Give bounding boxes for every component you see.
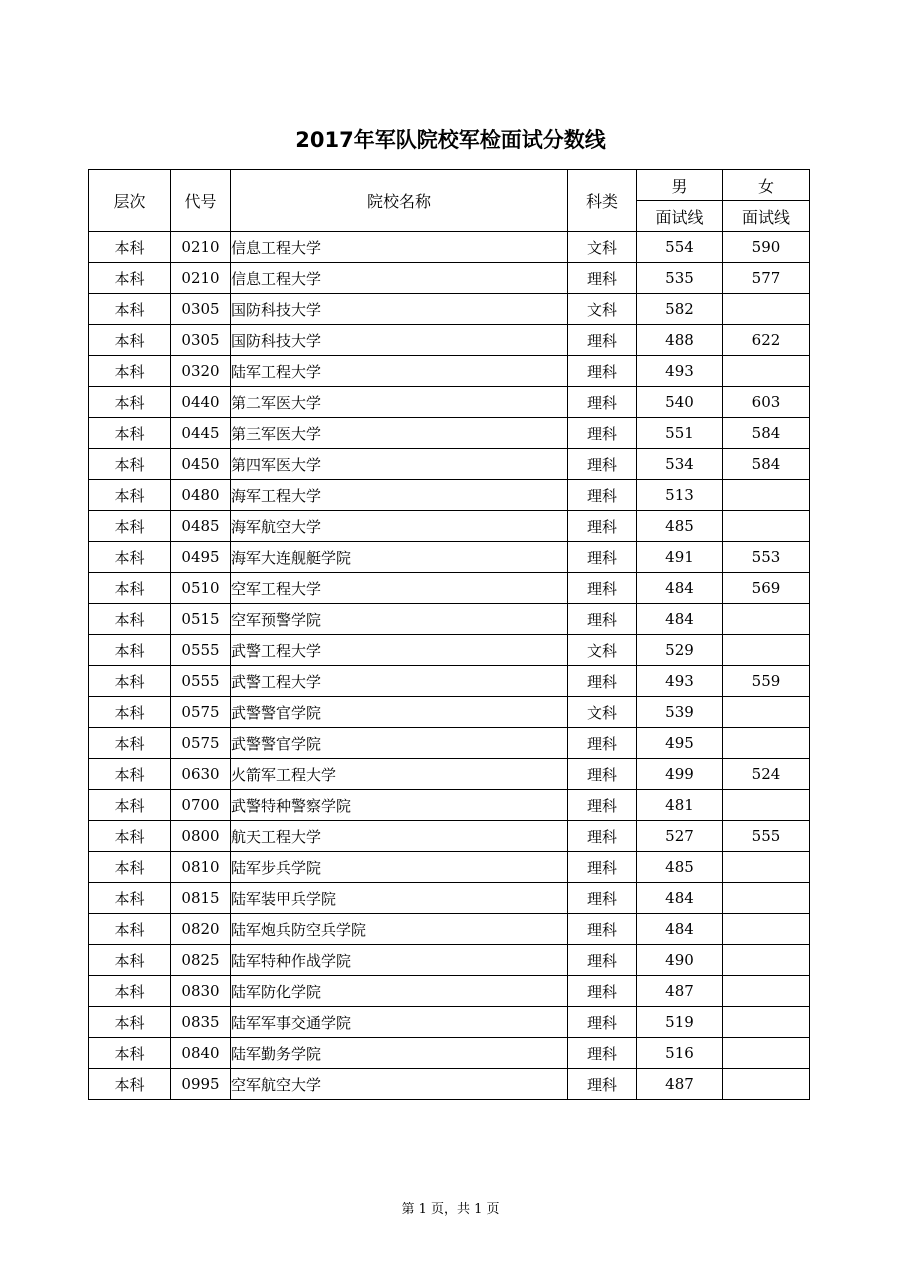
score-table (88, 169, 810, 1100)
cell-code: 0555 (171, 666, 231, 697)
cell-school-name: 信息工程大学 (231, 232, 568, 263)
cell-code: 0305 (171, 294, 231, 325)
cell-category: 文科 (568, 294, 637, 325)
cell-school-name: 火箭军工程大学 (231, 759, 568, 790)
cell-code: 0495 (171, 542, 231, 573)
cell-code: 0210 (171, 263, 231, 294)
cell-school-name: 信息工程大学 (231, 263, 568, 294)
cell-level: 本科 (89, 666, 171, 697)
cell-code: 0700 (171, 790, 231, 821)
cell-female-score: 577 (723, 263, 810, 294)
table-row (89, 325, 810, 356)
cell-code: 0515 (171, 604, 231, 635)
cell-school-name: 武警警官学院 (231, 697, 568, 728)
cell-category: 理科 (568, 604, 637, 635)
cell-male-score: 491 (637, 542, 723, 573)
cell-female-score: 569 (723, 573, 810, 604)
cell-female-score (723, 1038, 810, 1069)
header-female: 女 (723, 170, 810, 201)
cell-level: 本科 (89, 263, 171, 294)
cell-level: 本科 (89, 790, 171, 821)
cell-level: 本科 (89, 418, 171, 449)
cell-school-name: 国防科技大学 (231, 294, 568, 325)
cell-level: 本科 (89, 883, 171, 914)
table-row (89, 883, 810, 914)
cell-school-name: 第二军医大学 (231, 387, 568, 418)
cell-level: 本科 (89, 294, 171, 325)
table-row (89, 1038, 810, 1069)
cell-level: 本科 (89, 232, 171, 263)
cell-female-score (723, 976, 810, 1007)
cell-category: 理科 (568, 1069, 637, 1100)
cell-female-score (723, 1007, 810, 1038)
cell-school-name: 海军大连舰艇学院 (231, 542, 568, 573)
cell-level: 本科 (89, 480, 171, 511)
page-title: 2017年军队院校军检面试分数线 (295, 128, 606, 152)
cell-male-score: 535 (637, 263, 723, 294)
cell-code: 0830 (171, 976, 231, 1007)
cell-male-score: 534 (637, 449, 723, 480)
table-row (89, 418, 810, 449)
cell-level: 本科 (89, 976, 171, 1007)
cell-category: 理科 (568, 914, 637, 945)
cell-male-score: 493 (637, 356, 723, 387)
cell-female-score (723, 883, 810, 914)
cell-school-name: 武警特种警察学院 (231, 790, 568, 821)
cell-female-score (723, 635, 810, 666)
cell-male-score: 554 (637, 232, 723, 263)
table-row (89, 852, 810, 883)
cell-female-score (723, 790, 810, 821)
cell-level: 本科 (89, 387, 171, 418)
cell-female-score: 584 (723, 449, 810, 480)
cell-level: 本科 (89, 604, 171, 635)
cell-category: 理科 (568, 511, 637, 542)
cell-level: 本科 (89, 1038, 171, 1069)
cell-male-score: 484 (637, 573, 723, 604)
cell-school-name: 陆军防化学院 (231, 976, 568, 1007)
table-row (89, 1069, 810, 1100)
table-row (89, 511, 810, 542)
cell-code: 0825 (171, 945, 231, 976)
cell-male-score: 582 (637, 294, 723, 325)
cell-level: 本科 (89, 573, 171, 604)
cell-male-score: 529 (637, 635, 723, 666)
table-row (89, 263, 810, 294)
cell-category: 理科 (568, 480, 637, 511)
cell-level: 本科 (89, 914, 171, 945)
cell-female-score: 622 (723, 325, 810, 356)
table-row (89, 914, 810, 945)
cell-code: 0480 (171, 480, 231, 511)
cell-school-name: 武警警官学院 (231, 728, 568, 759)
cell-category: 理科 (568, 790, 637, 821)
cell-school-name: 武警工程大学 (231, 635, 568, 666)
table-row (89, 759, 810, 790)
table-body (89, 232, 810, 1100)
cell-code: 0800 (171, 821, 231, 852)
cell-school-name: 陆军步兵学院 (231, 852, 568, 883)
cell-category: 理科 (568, 852, 637, 883)
table-row (89, 604, 810, 635)
cell-code: 0840 (171, 1038, 231, 1069)
cell-level: 本科 (89, 1069, 171, 1100)
cell-level: 本科 (89, 728, 171, 759)
cell-level: 本科 (89, 635, 171, 666)
cell-category: 理科 (568, 573, 637, 604)
table-row (89, 790, 810, 821)
cell-male-score: 484 (637, 914, 723, 945)
cell-level: 本科 (89, 325, 171, 356)
cell-male-score: 516 (637, 1038, 723, 1069)
cell-male-score: 487 (637, 976, 723, 1007)
cell-female-score: 555 (723, 821, 810, 852)
cell-level: 本科 (89, 759, 171, 790)
cell-female-score: 553 (723, 542, 810, 573)
cell-male-score: 495 (637, 728, 723, 759)
cell-male-score: 485 (637, 511, 723, 542)
cell-female-score (723, 852, 810, 883)
table-row (89, 356, 810, 387)
cell-school-name: 陆军勤务学院 (231, 1038, 568, 1069)
table-row (89, 542, 810, 573)
cell-female-score (723, 945, 810, 976)
table-row (89, 821, 810, 852)
cell-female-score: 590 (723, 232, 810, 263)
cell-level: 本科 (89, 511, 171, 542)
cell-female-score (723, 294, 810, 325)
cell-male-score: 499 (637, 759, 723, 790)
cell-code: 0815 (171, 883, 231, 914)
cell-school-name: 陆军炮兵防空兵学院 (231, 914, 568, 945)
cell-school-name: 陆军装甲兵学院 (231, 883, 568, 914)
cell-category: 理科 (568, 883, 637, 914)
cell-category: 文科 (568, 232, 637, 263)
header-category: 科类 (568, 170, 637, 232)
cell-male-score: 484 (637, 883, 723, 914)
cell-code: 0440 (171, 387, 231, 418)
table-row (89, 976, 810, 1007)
cell-code: 0575 (171, 697, 231, 728)
cell-school-name: 航天工程大学 (231, 821, 568, 852)
table-row (89, 387, 810, 418)
cell-level: 本科 (89, 945, 171, 976)
cell-school-name: 陆军工程大学 (231, 356, 568, 387)
cell-category: 理科 (568, 759, 637, 790)
cell-school-name: 国防科技大学 (231, 325, 568, 356)
cell-school-name: 海军航空大学 (231, 511, 568, 542)
table-row (89, 480, 810, 511)
table-row (89, 728, 810, 759)
cell-code: 0485 (171, 511, 231, 542)
cell-level: 本科 (89, 697, 171, 728)
cell-level: 本科 (89, 542, 171, 573)
cell-code: 0320 (171, 356, 231, 387)
cell-school-name: 第三军医大学 (231, 418, 568, 449)
table-row (89, 294, 810, 325)
header-male: 男 (637, 170, 723, 201)
cell-code: 0450 (171, 449, 231, 480)
cell-male-score: 493 (637, 666, 723, 697)
cell-male-score: 484 (637, 604, 723, 635)
table-row (89, 635, 810, 666)
cell-female-score: 584 (723, 418, 810, 449)
cell-level: 本科 (89, 356, 171, 387)
cell-school-name: 空军预警学院 (231, 604, 568, 635)
cell-female-score (723, 914, 810, 945)
cell-code: 0810 (171, 852, 231, 883)
table-row (89, 945, 810, 976)
cell-school-name: 空军工程大学 (231, 573, 568, 604)
page-footer: 第 1 页，共 1 页 (401, 1202, 500, 1217)
cell-female-score (723, 604, 810, 635)
cell-female-score (723, 480, 810, 511)
cell-level: 本科 (89, 449, 171, 480)
table-row (89, 573, 810, 604)
table-row (89, 666, 810, 697)
cell-female-score: 524 (723, 759, 810, 790)
table-row (89, 449, 810, 480)
cell-code: 0305 (171, 325, 231, 356)
cell-category: 理科 (568, 945, 637, 976)
header-code: 代号 (171, 170, 231, 232)
table-row (89, 232, 810, 263)
cell-female-score (723, 728, 810, 759)
cell-school-name: 海军工程大学 (231, 480, 568, 511)
cell-category: 理科 (568, 418, 637, 449)
header-male-interview-line: 面试线 (637, 201, 723, 232)
cell-male-score: 487 (637, 1069, 723, 1100)
cell-school-name: 陆军军事交通学院 (231, 1007, 568, 1038)
cell-school-name: 第四军医大学 (231, 449, 568, 480)
header-level: 层次 (89, 170, 171, 232)
cell-category: 理科 (568, 821, 637, 852)
cell-category: 理科 (568, 356, 637, 387)
cell-male-score: 481 (637, 790, 723, 821)
header-school-name: 院校名称 (231, 170, 568, 232)
cell-code: 0820 (171, 914, 231, 945)
cell-category: 理科 (568, 976, 637, 1007)
cell-code: 0555 (171, 635, 231, 666)
cell-code: 0835 (171, 1007, 231, 1038)
cell-school-name: 武警工程大学 (231, 666, 568, 697)
cell-female-score (723, 511, 810, 542)
cell-code: 0445 (171, 418, 231, 449)
cell-male-score: 519 (637, 1007, 723, 1038)
cell-category: 理科 (568, 449, 637, 480)
cell-category: 理科 (568, 542, 637, 573)
cell-male-score: 527 (637, 821, 723, 852)
cell-male-score: 488 (637, 325, 723, 356)
cell-code: 0510 (171, 573, 231, 604)
cell-level: 本科 (89, 1007, 171, 1038)
cell-school-name: 空军航空大学 (231, 1069, 568, 1100)
table-row (89, 697, 810, 728)
cell-category: 理科 (568, 1038, 637, 1069)
cell-male-score: 485 (637, 852, 723, 883)
cell-category: 理科 (568, 666, 637, 697)
cell-male-score: 513 (637, 480, 723, 511)
cell-male-score: 551 (637, 418, 723, 449)
cell-code: 0210 (171, 232, 231, 263)
cell-female-score (723, 356, 810, 387)
cell-category: 理科 (568, 263, 637, 294)
cell-level: 本科 (89, 821, 171, 852)
cell-category: 理科 (568, 387, 637, 418)
cell-code: 0575 (171, 728, 231, 759)
table-row (89, 1007, 810, 1038)
header-female-interview-line: 面试线 (723, 201, 810, 232)
cell-female-score: 603 (723, 387, 810, 418)
cell-level: 本科 (89, 852, 171, 883)
cell-category: 理科 (568, 325, 637, 356)
cell-male-score: 539 (637, 697, 723, 728)
cell-code: 0630 (171, 759, 231, 790)
cell-school-name: 陆军特种作战学院 (231, 945, 568, 976)
cell-male-score: 490 (637, 945, 723, 976)
cell-category: 理科 (568, 728, 637, 759)
cell-category: 文科 (568, 635, 637, 666)
cell-male-score: 540 (637, 387, 723, 418)
cell-category: 文科 (568, 697, 637, 728)
cell-category: 理科 (568, 1007, 637, 1038)
cell-female-score (723, 1069, 810, 1100)
cell-female-score: 559 (723, 666, 810, 697)
cell-code: 0995 (171, 1069, 231, 1100)
cell-female-score (723, 697, 810, 728)
